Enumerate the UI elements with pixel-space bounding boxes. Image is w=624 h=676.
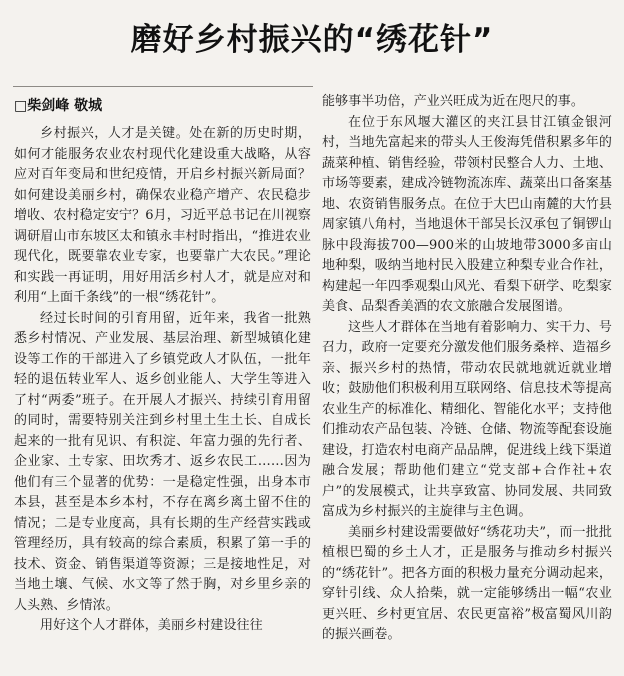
byline-divider (13, 86, 313, 87)
paragraph: 在位于东风堰大灌区的夹江县甘江镇金银河村，当地先富起来的带头人王俊海凭借积累多年的蔬菜种植、销售经验，带领村民整合人力、土地、市场等要素，建成冷链物流冻库、蔬菜出口备案基地、农资销售服务点。在位于大巴山南麓的大竹县周家镇八角村，当地退休干部吴长汉承包了铜锣山脉中段海拔700—900米的山坡地带3000多亩山地种梨，吸纳当地村民入股建立种梨专业合作社，构建起一年四季观梨山风光、看梨下研学、吃梨家美食、品梨香美酒的农文旅融合发展图谱。 (322, 114, 612, 314)
article-byline: □柴剑峰 敬城 (14, 98, 103, 114)
left-column (14, 124, 311, 672)
paragraph: 这些人才群体在当地有着影响力、实干力、号召力，政府一定要充分激发他们服务桑梓、造福乡亲、振兴乡村的热情，带动农民就地就近就业增收；鼓励他们积极利用互联网络、信息技术等提高农业生产的标准化、精细化、智能化水平；支持他们推动农产品包装、冷链、仓储、物流等配套设施建设，打造农村电商产品品牌，促进线上线下渠道融合发展；帮助他们建立“党支部+合作社+农户”的发展模式，让共享致富、协同发展、共同致富成为乡村振兴的主旋律与主色调。 (322, 319, 612, 519)
paragraph: 乡村振兴，人才是关键。处在新的历史时期，如何才能服务农业农村现代化建设重大战略，从容应对百年变局和世纪疫情，开启乡村振兴新局面？如何建设美丽乡村，确保农业稳产增产、农民稳步增收、农村稳定安宁？6月，习近平总书记在川视察调研眉山市东坡区太和镇永丰村时指出，“推进农业现代化，既要靠农业专家，也要靠广大农民。”理论和实践一再证明，用好用活乡村人才，就是应对和利用“上面千条线”的一根“绣花针”。 (14, 126, 311, 305)
right-column (322, 92, 612, 672)
paragraph: 美丽乡村建设需要做好“绣花功夫”，而一批批植根巴蜀的乡土人才，正是服务与推动乡村振兴的“绣花针”。把各方面的积极力量充分调动起来，穿针引线、众人拾柴，就一定能够绣出一幅“农业更兴旺、乡村更宜居、农民更富裕”极富蜀风川韵的振兴画卷。 (322, 524, 612, 642)
paragraph: 经过长时间的引育用留，近年来，我省一批熟悉乡村情况、产业发展、基层治理、新型城镇化建设等工作的干部进入了乡镇党政人才队伍，一批年轻的退伍转业军人、返乡创业能人、大学生等进入了村“两委”班子。在开展人才振兴、持续引育用留的同时，需要特别关注到乡村里土生土长、自成长起来的一批有见识、有积淀、年富力强的先行者、企业家、土专家、田坎秀才、返乡农民工……因为他们有三个显著的优势：一是稳定性强，出身本市本县，甚至是本乡本村，不存在离乡离土留不住的情况；二是专业度高，具有长期的生产经营实践或管理经历，具有较高的综合素质，积累了第一手的技术、资金、销售渠道等资源；三是接地性足，对当地土壤、气候、水文等了然于胸，对乡里乡亲的人头熟、乡情浓。 (14, 310, 311, 613)
paragraph-continued: 能够事半功倍，产业兴旺成为近在咫尺的事。 (322, 94, 585, 109)
paragraph: 用好这个人才群体，美丽乡村建设往往 (40, 618, 263, 633)
article-headline: 磨好乡村振兴的“绣花针” (130, 22, 494, 58)
